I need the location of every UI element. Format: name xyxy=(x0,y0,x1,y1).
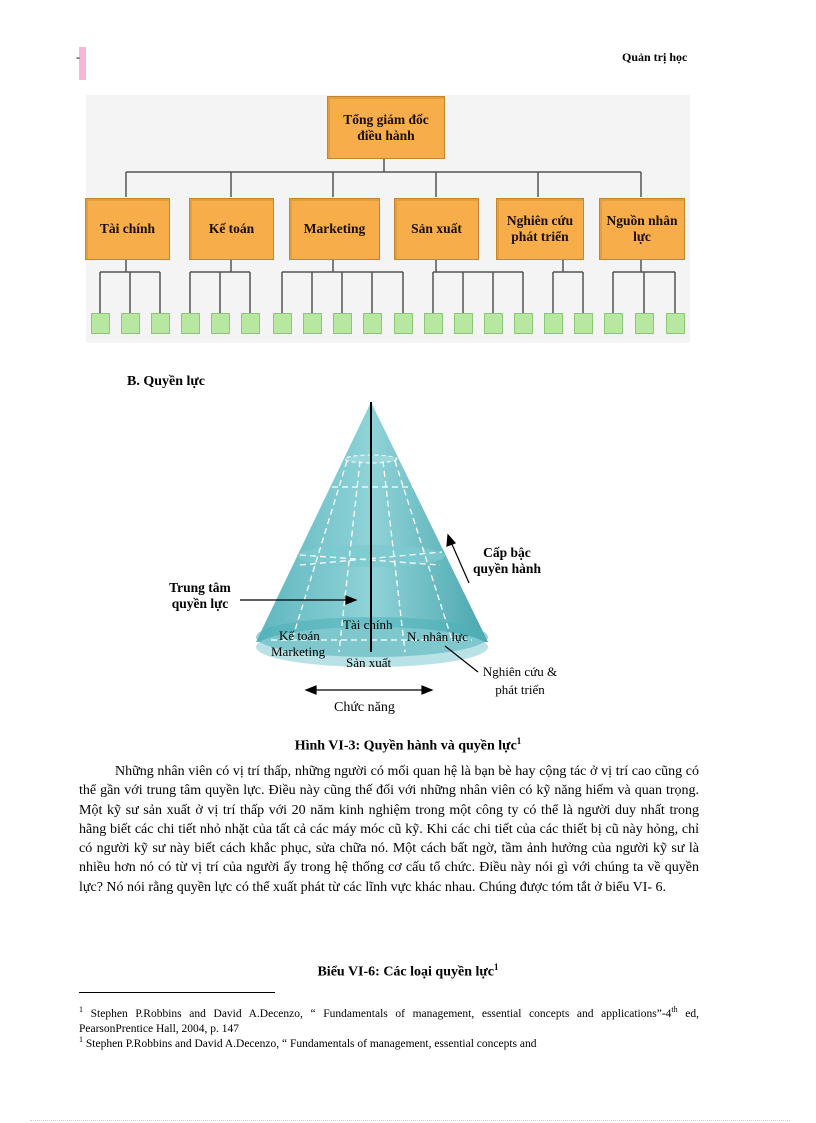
header-dash: - xyxy=(76,50,80,64)
cone-function-label: Chức năng xyxy=(334,700,395,715)
footnote-ref: 1 xyxy=(494,962,499,972)
header-title: Quản trị học xyxy=(622,50,688,64)
org-box-finance: Tài chính xyxy=(85,198,170,260)
cone-finance-label: Tài chính xyxy=(343,617,393,632)
cone-marketing-label: Marketing xyxy=(271,644,326,659)
org-box-accounting: Kế toán xyxy=(189,198,274,260)
cone-rnd-label: Nghiên cứu & phát triển xyxy=(482,664,558,697)
footnote-1: $^1$ Stephen P.Robbins and David A.Decenzo, “ Fundamentals of management, essential concepts and applications”-4th ed, PearsonPrentice Hall, 2004, p. 147 xyxy=(79,1005,700,1035)
org-box-hr: Nguồn nhân lực xyxy=(599,198,685,260)
cone-hierarchy-label: Cấp bậc quyền hành xyxy=(473,545,541,576)
section-heading: B. Quyền lực xyxy=(127,374,206,389)
page-bottom-border xyxy=(30,1120,790,1121)
body-paragraph: Những nhân viên có vị trí thấp, những người có mối quan hệ là bạn bè hay cộng tác ở vị trí cao cũng có thể gần với trung tâm quyền lực. Điều này cũng thế đối với những nhân viên có kỹ năng hiếm và quan trọng. Một kỹ sư sản xuất ở vị trí thấp với 20 năm kinh nghiệm trong một công ty có thể là người duy nhất trong hãng biết các chi tiết nhỏ nhặt của tất cả các máy móc cũ kỹ. Khi các chi tiết của các thiết bị cũ này hỏng, chỉ có người kỹ sư này biết cách khắc phục, sửa chữa nó. Một cách bất ngờ, tầm ảnh hưởng của người kỹ sư là nhiều hơn nó có từ vị trí của người ấy trong hệ thống cơ cấu tổ chức. Điều này nói gì với chúng ta về quyền lực? Nó nói rằng quyền lực có thể xuất phát từ các lĩnh vực khác nhau. Chúng được tóm tắt ở biểu VI- 6. xyxy=(79,764,699,895)
footnote-ref: 1 xyxy=(516,736,522,746)
cone-center-label: Trung tâm quyền lực xyxy=(169,580,231,611)
org-box-production: Sản xuất xyxy=(394,198,479,260)
cone-accounting-label: Kế toán xyxy=(279,628,320,643)
cone-hr-label: N. nhân lực xyxy=(407,629,468,644)
table-caption: Biểu VI-6: Các loại quyền lực$^1$ xyxy=(317,962,499,980)
footnote-2: $^1$ Stephen P.Robbins and David A.Decenzo, “ Fundamentals of management, essential concepts and xyxy=(79,1035,537,1050)
figure-caption: Hình VI-3: Quyền hành và quyền lực$^1$ xyxy=(294,736,522,754)
org-box-rnd: Nghiên cứu phát triển xyxy=(496,198,584,260)
org-box-marketing: Marketing xyxy=(289,198,380,260)
cone-production-label: Sản xuất xyxy=(346,655,392,670)
org-box-ceo: Tổng giám đốc điều hành xyxy=(327,96,445,159)
footnote-separator xyxy=(79,992,275,993)
